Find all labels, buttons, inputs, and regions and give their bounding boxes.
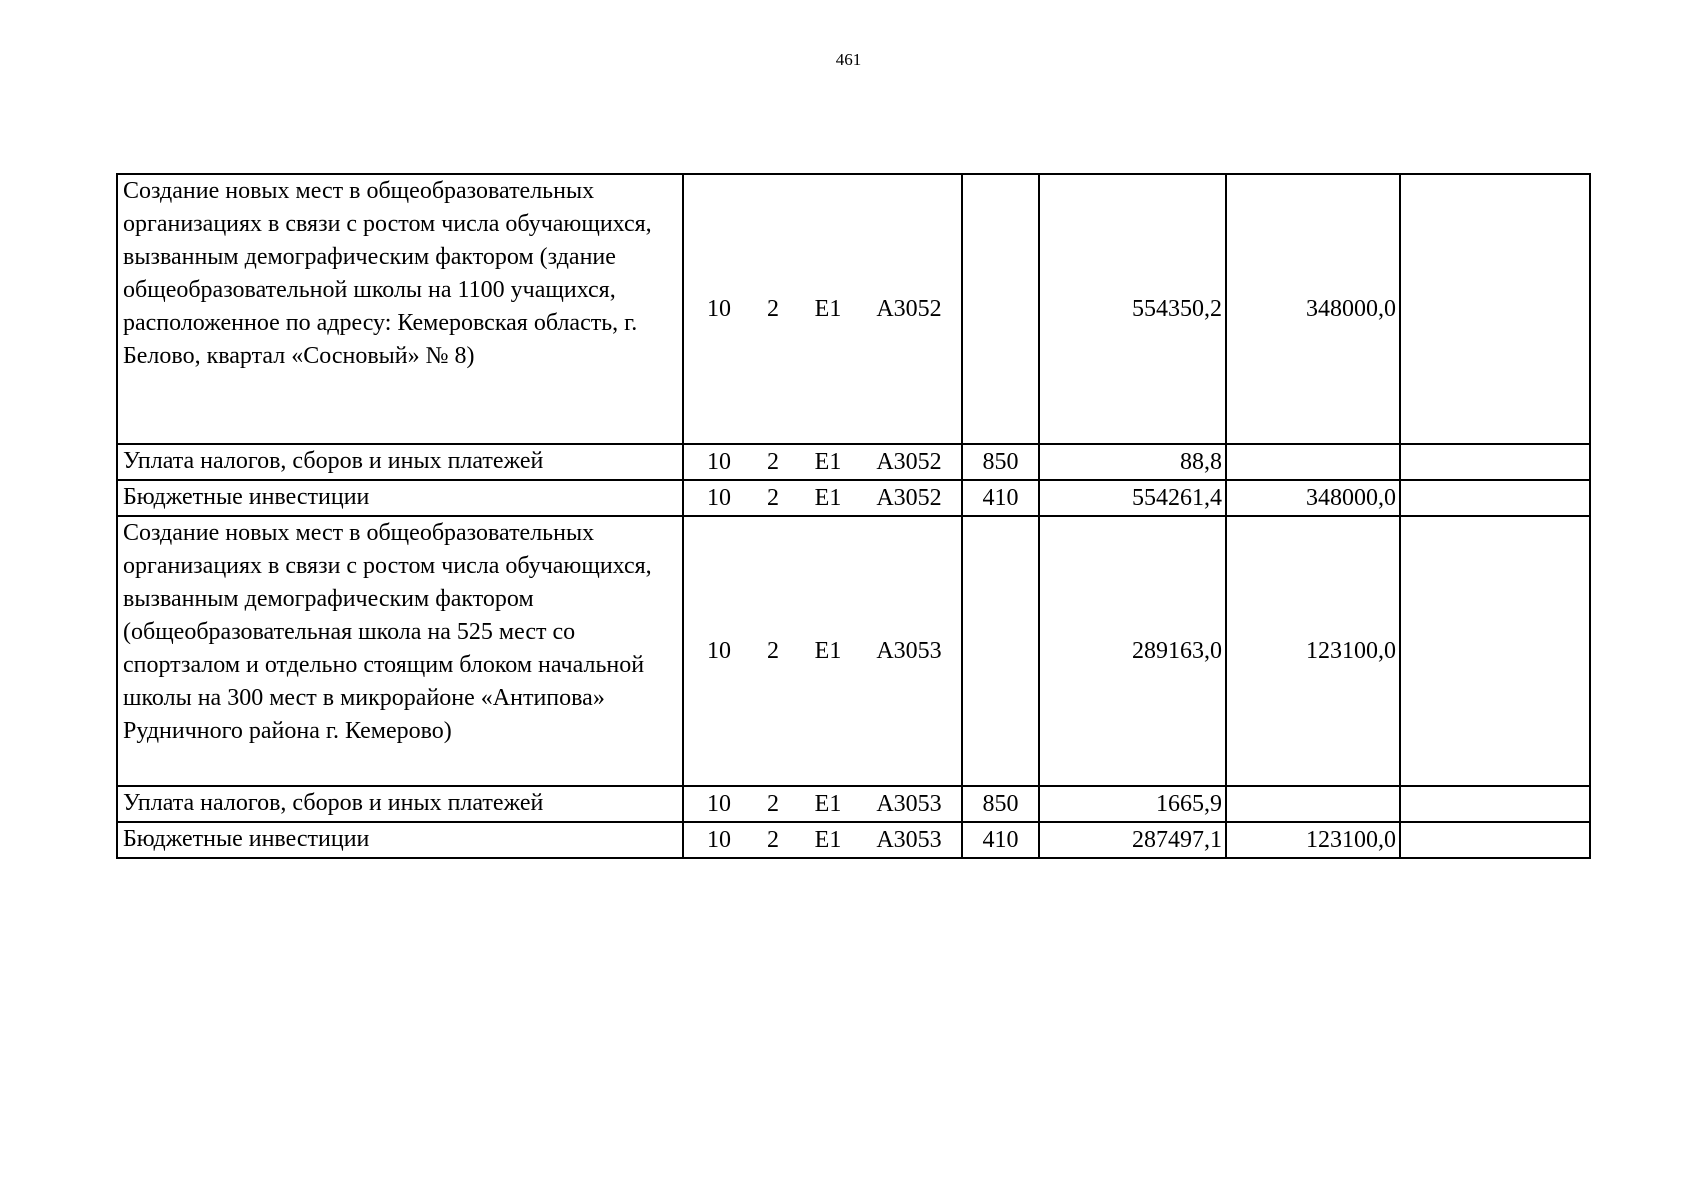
row-name: Создание новых мест в общеобразовательных организациях в связи с ростом числа обучающихся, вызванным демографическим фактором (общеобразовательная школа на 525 мест со спортзалом и отдельно стоящим блоком начальной школы на 300 мест в микрорайоне «Антипова» Рудничного района г. Кемерово) <box>117 516 683 786</box>
row-name: Уплата налогов, сборов и иных платежей <box>117 444 683 480</box>
code-section: 10 <box>707 448 731 475</box>
table-row <box>117 786 1590 822</box>
code-item: А3053 <box>876 826 942 853</box>
code-section: 10 <box>707 484 731 511</box>
row-expense-type <box>962 174 1039 444</box>
code-program: Е1 <box>814 637 842 664</box>
row-value-2 <box>1226 444 1400 480</box>
code-item: А3053 <box>876 790 942 817</box>
row-code <box>683 444 962 480</box>
row-value-1: 1665,9 <box>1039 786 1226 822</box>
row-value-1: 289163,0 <box>1039 516 1226 786</box>
code-section: 10 <box>707 637 731 664</box>
code-program: Е1 <box>814 295 842 322</box>
row-value-3 <box>1400 174 1590 444</box>
row-expense-type: 850 <box>962 786 1039 822</box>
row-expense-type: 410 <box>962 480 1039 516</box>
code-item: А3053 <box>876 637 942 664</box>
row-name: Бюджетные инвестиции <box>117 822 683 858</box>
page-number: 461 <box>835 50 862 69</box>
table-row <box>117 822 1590 858</box>
code-item: А3052 <box>876 295 942 322</box>
row-value-3 <box>1400 516 1590 786</box>
code-section: 10 <box>707 295 731 322</box>
row-value-2: 348000,0 <box>1226 174 1400 444</box>
code-item: А3052 <box>876 484 942 511</box>
row-expense-type: 410 <box>962 822 1039 858</box>
row-expense-type <box>962 516 1039 786</box>
row-name: Создание новых мест в общеобразовательных организациях в связи с ростом числа обучающихся, вызванным демографическим фактором (здание общеобразовательной школы на 1100 учащихся, расположенное по адресу: Кемеровская область, г. Белово, квартал «Сосновый» № 8) <box>117 174 683 444</box>
row-value-1: 554261,4 <box>1039 480 1226 516</box>
code-program: Е1 <box>814 790 842 817</box>
table-row <box>117 480 1590 516</box>
row-value-1: 287497,1 <box>1039 822 1226 858</box>
code-section: 10 <box>707 826 731 853</box>
row-value-1: 554350,2 <box>1039 174 1226 444</box>
row-name: Уплата налогов, сборов и иных платежей <box>117 786 683 822</box>
row-name: Бюджетные инвестиции <box>117 480 683 516</box>
code-program: Е1 <box>814 826 842 853</box>
code-item: А3052 <box>876 448 942 475</box>
row-code <box>683 480 962 516</box>
code-section: 10 <box>707 790 731 817</box>
row-expense-type: 850 <box>962 444 1039 480</box>
row-value-2: 123100,0 <box>1226 822 1400 858</box>
row-code <box>683 822 962 858</box>
row-value-1: 88,8 <box>1039 444 1226 480</box>
code-subsection: 2 <box>767 790 779 817</box>
table-row <box>117 444 1590 480</box>
row-value-2 <box>1226 786 1400 822</box>
row-value-3 <box>1400 786 1590 822</box>
row-code <box>683 786 962 822</box>
code-subsection: 2 <box>767 484 779 511</box>
row-code <box>683 174 962 444</box>
row-value-3 <box>1400 822 1590 858</box>
row-value-3 <box>1400 480 1590 516</box>
code-program: Е1 <box>814 484 842 511</box>
row-value-3 <box>1400 444 1590 480</box>
code-subsection: 2 <box>767 826 779 853</box>
code-subsection: 2 <box>767 448 779 475</box>
row-value-2: 123100,0 <box>1226 516 1400 786</box>
code-subsection: 2 <box>767 295 779 322</box>
code-subsection: 2 <box>767 637 779 664</box>
budget-table <box>116 173 1591 859</box>
table-row <box>117 516 1590 786</box>
code-program: Е1 <box>814 448 842 475</box>
row-value-2: 348000,0 <box>1226 480 1400 516</box>
table-row <box>117 174 1590 444</box>
row-code <box>683 516 962 786</box>
